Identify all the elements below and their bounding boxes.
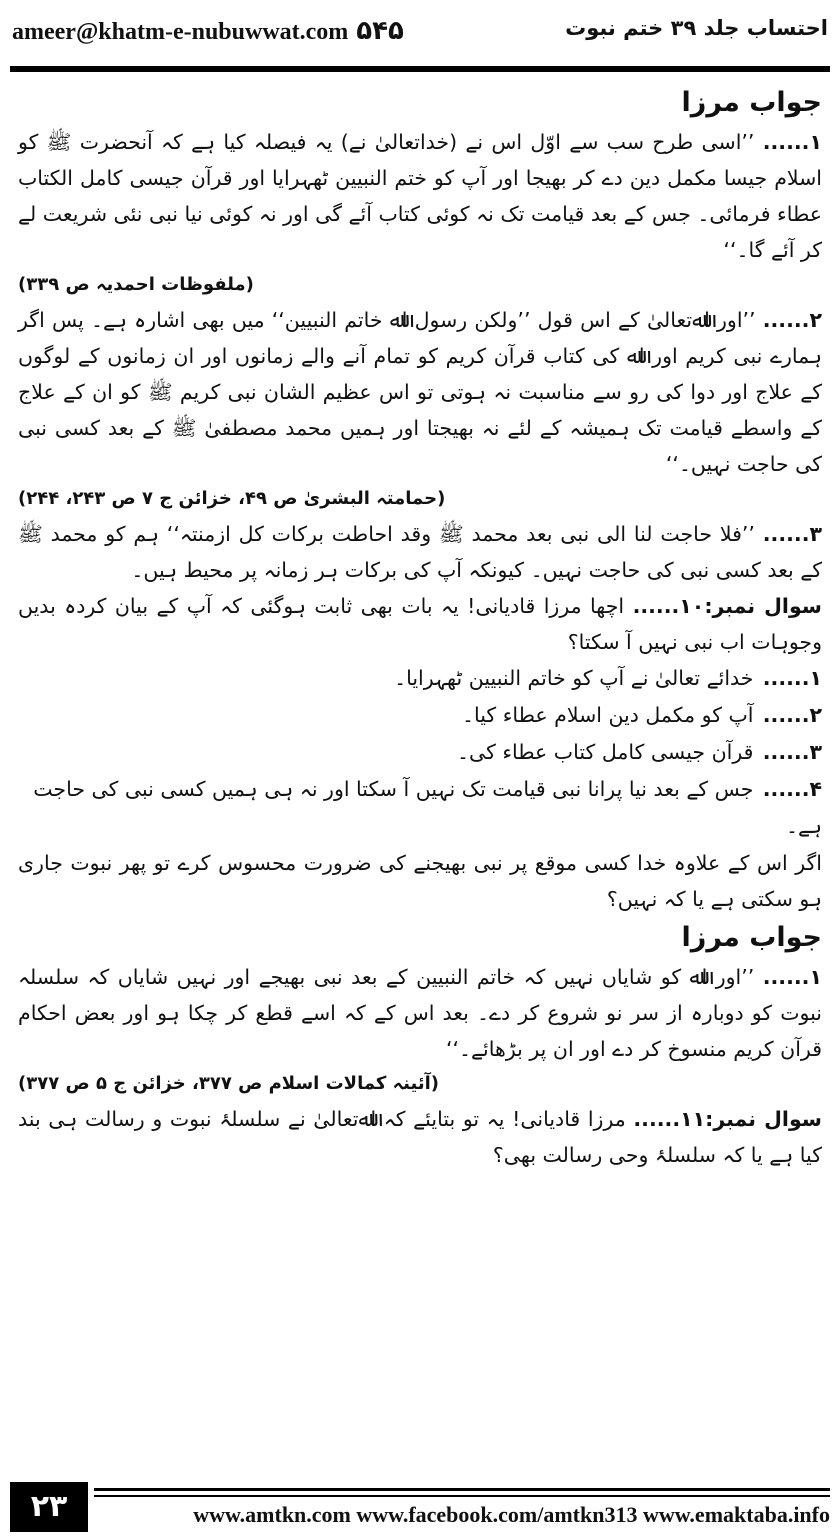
question-11 bbox=[18, 1101, 822, 1173]
quote-2 bbox=[18, 302, 822, 516]
quote-2-number: ۲...... bbox=[762, 308, 822, 332]
question-10-text: اچھا مرزا قادیانی! یہ بات بھی ثابت ہوگئی کہ آپ کے بیان کردہ بدیں وجوہات اب نبی نہیں آ سکتا؟ bbox=[18, 594, 822, 654]
list-item bbox=[18, 660, 822, 697]
list-item-number: ۱...... bbox=[762, 666, 822, 690]
quote-3-text: ’’فلا حاجت لنا الی نبی بعد محمد ﷺ وقد احاطت برکات کل ازمنتہ‘‘ ہم کو محمد ﷺ کے بعد کسی نبی کی حاجت نہیں۔ کیونکہ آپ کی برکات ہر زمانہ پر محیط ہیں۔ bbox=[18, 522, 822, 582]
list-item-text: قرآن جیسی کامل کتاب عطاء کی۔ bbox=[456, 740, 754, 764]
header-title: احتساب جلد ۳۹ ختم نبوت bbox=[565, 16, 828, 40]
page-footer bbox=[10, 1482, 830, 1532]
answer-quote-1-reference: (آئینہ کمالات اسلام ص ۳۷۷، خزائن ج ۵ ص ۳۷۷) bbox=[18, 1073, 440, 1094]
question-10-label: سوال نمبر:۱۰...... bbox=[632, 594, 822, 618]
header-rule bbox=[10, 66, 830, 72]
list-item-text: خدائے تعالیٰ نے آپ کو خاتم النبیین ٹھہرایا۔ bbox=[394, 666, 754, 690]
footer-rule bbox=[94, 1488, 830, 1491]
list-item-text: آپ کو مکمل دین اسلام عطاء کیا۔ bbox=[461, 703, 754, 727]
list-item-text: جس کے بعد نیا پرانا نبی قیامت تک نہیں آ سکتا اور نہ ہی ہمیں کسی نبی کی حاجت ہے۔ bbox=[33, 777, 822, 838]
question-11-label: سوال نمبر:۱۱...... bbox=[633, 1107, 822, 1131]
list-item bbox=[18, 734, 822, 771]
list-item-number: ۴...... bbox=[762, 777, 822, 801]
answer-heading-2: جواب مرزا bbox=[681, 922, 822, 953]
question-10 bbox=[18, 588, 822, 660]
list-item-number: ۲...... bbox=[762, 703, 822, 727]
question-11-text: مرزا قادیانی! یہ تو بتایئے کہ اﷲتعالیٰ نے سلسلۂ نبوت و رسالت ہی بند کیا ہے یا کہ سلسلۂ وحی رسالت بھی؟ bbox=[18, 1107, 822, 1167]
list-item bbox=[18, 697, 822, 734]
answer-quote-1-text: ’’اور اﷲ کو شایاں نہیں کہ خاتم النبیین کے بعد نبی بھیجے اور نہیں شایاں کہ سلسلہ نبوت کو دوبارہ از سر نو شروع کر دے۔ بعد اس کے کہ اسے قطع کر چکا ہو اور بعض احکام قرآن کریم منسوخ کر دے اور ان پر بڑھائے۔‘‘ bbox=[18, 965, 822, 1061]
list-item bbox=[18, 771, 822, 845]
answer-heading-1: جواب مرزا bbox=[681, 87, 822, 118]
quote-1-text: ’’اسی طرح سب سے اوّل اس نے (خداتعالیٰ نے) یہ فیصلہ کیا ہے کہ آنحضرت ﷺ کو اسلام جیسا مکمل دین دے کر بھیجا اور آپ کو ختم النبیین ٹھہرایا اور قرآن جیسی کامل الکتاب عطاء فرمائی۔ جس کے بعد قیامت تک نہ کوئی کتاب آئے گی اور نہ کوئی نیا نبی نئی شریعت لے کر آئے گا۔‘‘ bbox=[18, 130, 822, 262]
answer-quote-1-number: ۱...... bbox=[762, 965, 822, 989]
followup-question: اگر اس کے علاوہ خدا کسی موقع پر نبی بھیجنے کی ضرورت محسوس کرے تو پھر نبوت جاری ہو سکتی ہے یا کہ نہیں؟ bbox=[18, 851, 822, 911]
answer-quote-1 bbox=[18, 959, 822, 1101]
quote-1-reference: (ملفوظات احمدیہ ص ۳۳۹) bbox=[18, 274, 254, 295]
quote-2-text: ’’اور اﷲتعالیٰ کے اس قول ’’ولکن رسول اﷲ خاتم النبیین‘‘ میں بھی اشارہ ہے۔ پس اگر ہمارے نبی کریم اور اﷲ کی کتاب قرآن کریم کو تمام آنے والے زمانوں اور ان زمانوں کے لوگوں کے علاج اور دوا کی رو سے مناسبت نہ ہوتی تو اس عظیم الشان نبی کریم ﷺ کو ان کے علاج کے واسطے قیامت تک ہمیشہ کے لئے نہ بھیجتا اور ہمیں محمد مصطفیٰ ﷺ کے بعد کسی نبی کی حاجت نہیں۔‘‘ bbox=[18, 308, 822, 476]
quote-2-reference: (حمامتہ البشریٰ ص ۴۹، خزائن ج ۷ ص ۲۴۳، ۲۴۴) bbox=[18, 488, 446, 509]
quote-1-number: ۱...... bbox=[762, 130, 822, 154]
header-page-number: ۵۴۵ bbox=[356, 16, 404, 46]
quote-1 bbox=[18, 124, 822, 302]
quote-3-number: ۳...... bbox=[762, 522, 822, 546]
footer-page-number: ۲۳ bbox=[10, 1482, 88, 1532]
list-item-number: ۳...... bbox=[762, 740, 822, 764]
page-content bbox=[18, 82, 822, 1173]
header-left bbox=[12, 16, 404, 46]
header-email: ameer@khatm-e-nubuwwat.com bbox=[12, 19, 349, 45]
footer-websites: www.amtkn.com www.facebook.com/amtkn313 www.emaktaba.info bbox=[193, 1502, 830, 1527]
footer-rule-thin bbox=[94, 1495, 830, 1497]
quote-3 bbox=[18, 516, 822, 588]
page-header bbox=[12, 8, 828, 56]
